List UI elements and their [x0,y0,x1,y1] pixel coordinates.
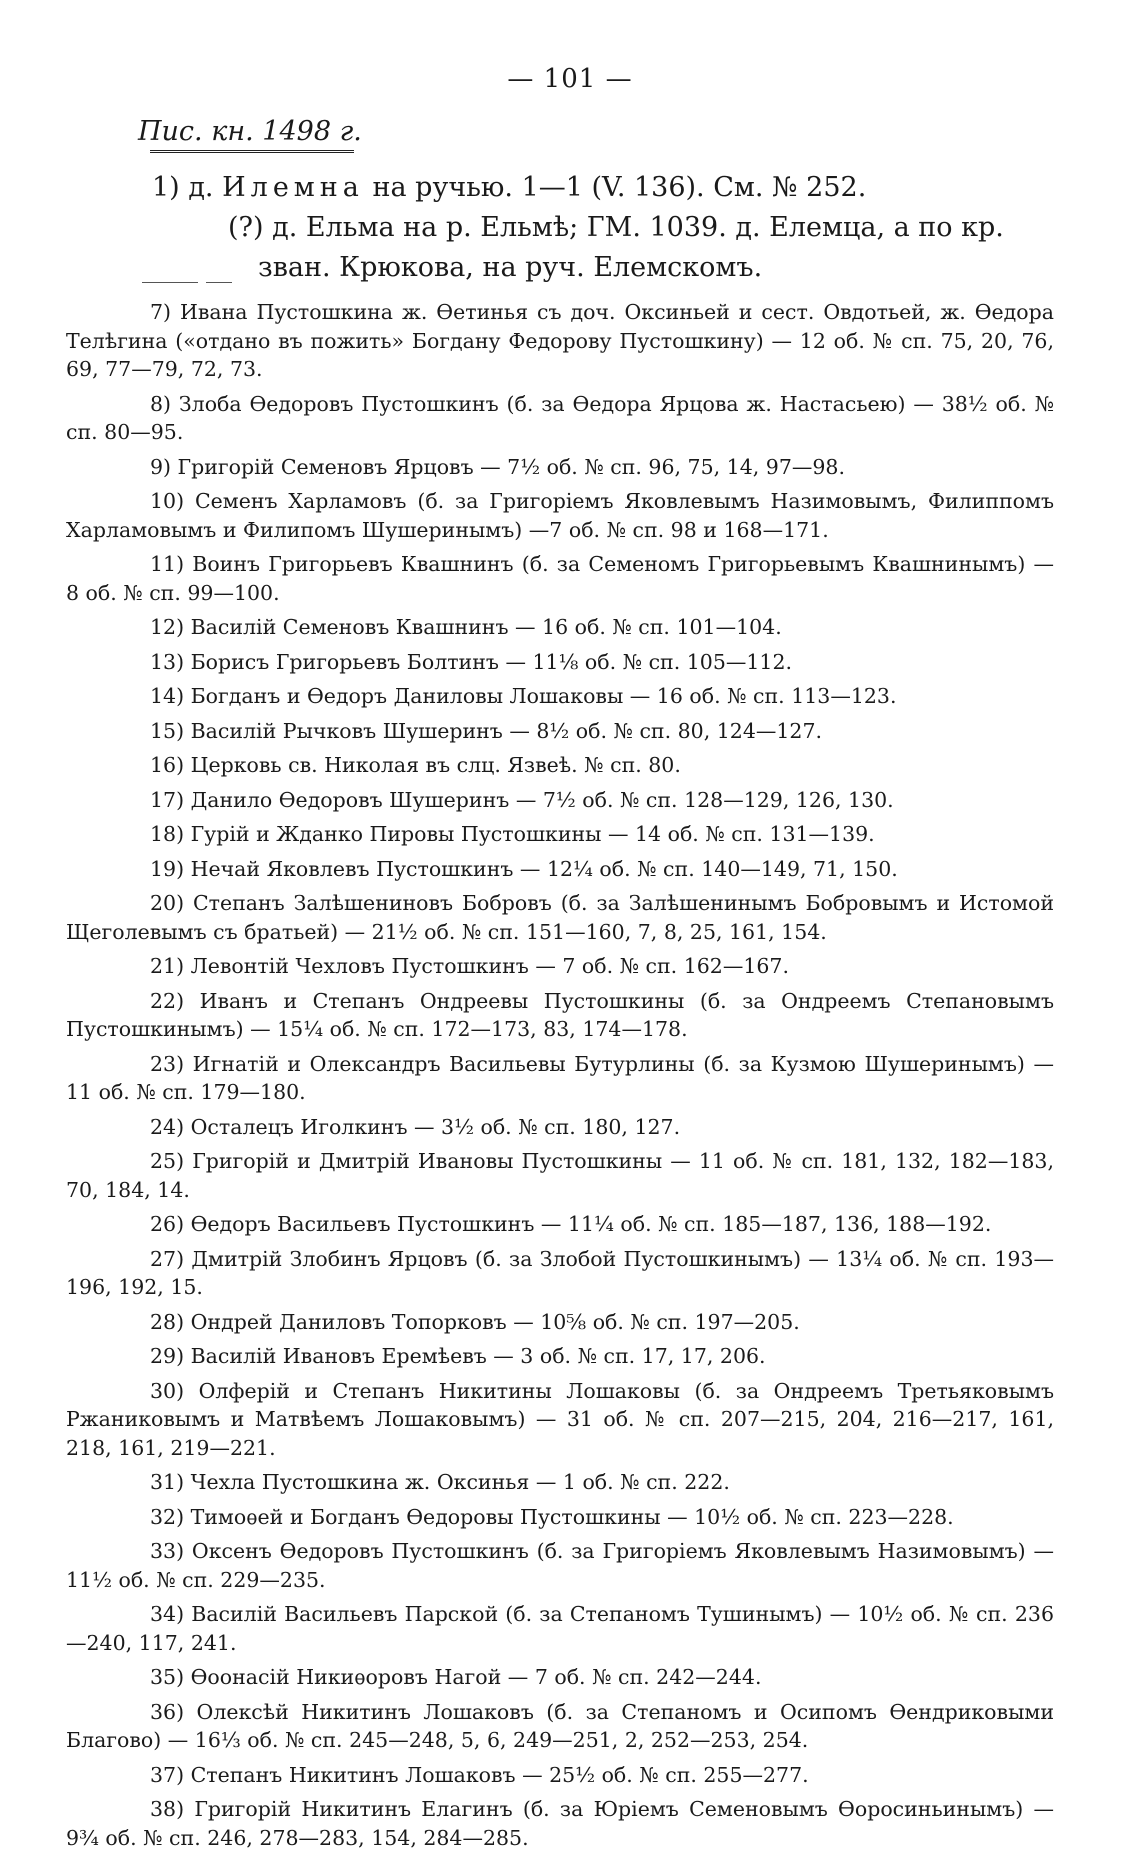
entries-list [66,298,1054,1852]
list-item: 26) Ѳедоръ Васильевъ Пустошкинъ — 11¼ об. № сп. 185—187, 136, 188—192. [150,1212,992,1236]
list-item: 38) Григорій Никитинъ Елагинъ (б. за Юріемъ Семеновымъ Ѳоросиньинымъ) — 9¾ об. № сп. 246, 278—283, 154, 284—285. [66,1797,1054,1850]
list-item: 25) Григорій и Дмитрій Ивановы Пустошкины — 11 об. № сп. 181, 132, 182—183, 70, 184, 14. [66,1149,1054,1202]
list-item: 21) Левонтій Чехловъ Пустошкинъ — 7 об. № сп. 162—167. [150,954,789,978]
list-item: 24) Осталецъ Иголкинъ — 3½ об. № сп. 180, 127. [150,1114,681,1139]
village-line [148,168,1028,208]
list-item: 28) Ондрей Даниловъ Топорковъ — 10⅝ об. № сп. 197—205. [150,1309,800,1334]
list-item: 22) Иванъ и Степанъ Ондреевы Пустошкины (б. за Ондреемъ Степановымъ Пустошкинымъ) — 15¼ об. № сп. 172—173, 83, 174—178. [66,988,1054,1041]
list-item: 13) Борисъ Григорьевъ Болтинъ — 11⅛ об. № сп. 105—112. [150,649,793,674]
list-item: 10) Семенъ Харламовъ (б. за Григоріемъ Яковлевымъ Назимовымъ, Филиппомъ Харламовымъ и Филипомъ Шушеринымъ) —7 об. № сп. 98 и 168—171. [66,489,1054,542]
list-item: 8) Злоба Ѳедоровъ Пустошкинъ (б. за Ѳедора Ярцова ж. Настасьею) — 38½ об. № сп. 80—95. [66,391,1054,444]
village-prefix: д. [188,172,214,203]
list-item: 34) Василій Васильевъ Парской (б. за Степаномъ Тушинымъ) — 10½ об. № сп. 236—240, 117, 241. [66,1602,1054,1655]
village-note: (?) д. Ельма на р. Ельмѣ; ГМ. 1039. д. Елемца, а по кр. зван. Крюкова, на руч. Елемскомъ. [228,212,1004,283]
list-item: 7) Ивана Пустошкина ж. Ѳетинья съ доч. Оксиньей и сест. Овдотьей, ж. Ѳедора Телѣгина («отдано въ пожить» Богдану Федорову Пустошкину) — 12 об. № сп. 75, 20, 76, 69, 77—79, 72, 73. [66,300,1054,381]
list-item: 9) Григорій Семеновъ Ярцовъ — 7½ об. № сп. 96, 75, 14, 97—98. [150,454,845,479]
list-item: 12) Василій Семеновъ Квашнинъ — 16 об. № сп. 101—104. [150,615,782,639]
village-number: 1) [152,172,180,203]
separator-rule-left [142,282,198,283]
list-item: 33) Оксенъ Ѳедоровъ Пустошкинъ (б. за Григоріемъ Яковлевымъ Назимовымъ) — 11½ об. № сп. 229—235. [66,1539,1054,1592]
village-heading [148,168,1028,288]
page-number: — 101 — [507,64,633,94]
list-item: 37) Степанъ Никитинъ Лошаковъ — 25½ об. № сп. 255—277. [150,1762,809,1787]
list-item: 23) Игнатій и Олександръ Васильевы Бутурлины (б. за Кузмою Шушеринымъ) — 11 об. № сп. 179—180. [66,1051,1054,1104]
list-item: 16) Церковь св. Николая въ слц. Язвеѣ. № сп. 80. [150,753,681,777]
list-item: 19) Нечай Яковлевъ Пустошкинъ — 12¼ об. № сп. 140—149, 71, 150. [150,856,898,881]
list-item: 20) Степанъ Залѣшениновъ Бобровъ (б. за Залѣшенинымъ Бобровымъ и Истомой Щеголевымъ съ братьей) — 21½ об. № сп. 151—160, 7, 8, 25, 161, 154. [66,891,1054,944]
list-item: 35) Ѳоонасій Никиѳоровъ Нагой — 7 об. № сп. 242—244. [150,1665,762,1689]
village-name: Илемна [222,172,364,203]
list-item: 11) Воинъ Григорьевъ Квашнинъ (б. за Семеномъ Григорьевымъ Квашнинымъ) — 8 об. № сп. 99—100. [66,552,1054,605]
list-item: 15) Василій Рычковъ Шушеринъ — 8½ об. № сп. 80, 124—127. [150,718,823,743]
list-item: 14) Богданъ и Ѳедоръ Даниловы Лошаковы — 16 об. № сп. 113—123. [150,684,897,708]
list-item: 31) Чехла Пустошкина ж. Оксинья — 1 об. № сп. 222. [150,1470,730,1494]
source-heading: Пис. кн. 1498 г. [138,116,362,147]
list-item: 30) Олферій и Степанъ Никитины Лошаковы (б. за Ондреемъ Третьяковымъ Ржаниковымъ и Матвѣемъ Лошаковымъ) — 31 об. № сп. 207—215, 204, 216—217, 161, 218, 161, 219—221. [66,1378,1054,1460]
separator-rule-right [206,282,232,283]
list-item: 18) Гурій и Жданко Пировы Пустошкины — 14 об. № сп. 131—139. [150,822,875,846]
list-item: 36) Олексѣй Никитинъ Лошаковъ (б. за Степаномъ и Осипомъ Ѳендриковыми Благово) — 16⅓ об. № сп. 245—248, 5, 6, 249—251, 2, 252—253, 254. [66,1699,1054,1752]
list-item: 17) Данило Ѳедоровъ Шушеринъ — 7½ об. № сп. 128—129, 126, 130. [150,787,894,812]
village-location: на ручью. 1—1 (V. 136). См. № 252. [372,172,867,203]
list-item: 27) Дмитрій Злобинъ Ярцовъ (б. за Злобой Пустошкинымъ) — 13¼ об. № сп. 193—196, 192, 15. [66,1246,1054,1299]
heading-underline [150,150,354,153]
list-item: 32) Тимоѳей и Богданъ Ѳедоровы Пустошкины — 10½ об. № сп. 223—228. [150,1504,954,1529]
list-item: 29) Василій Ивановъ Еремѣевъ — 3 об. № сп. 17, 17, 206. [150,1344,766,1368]
